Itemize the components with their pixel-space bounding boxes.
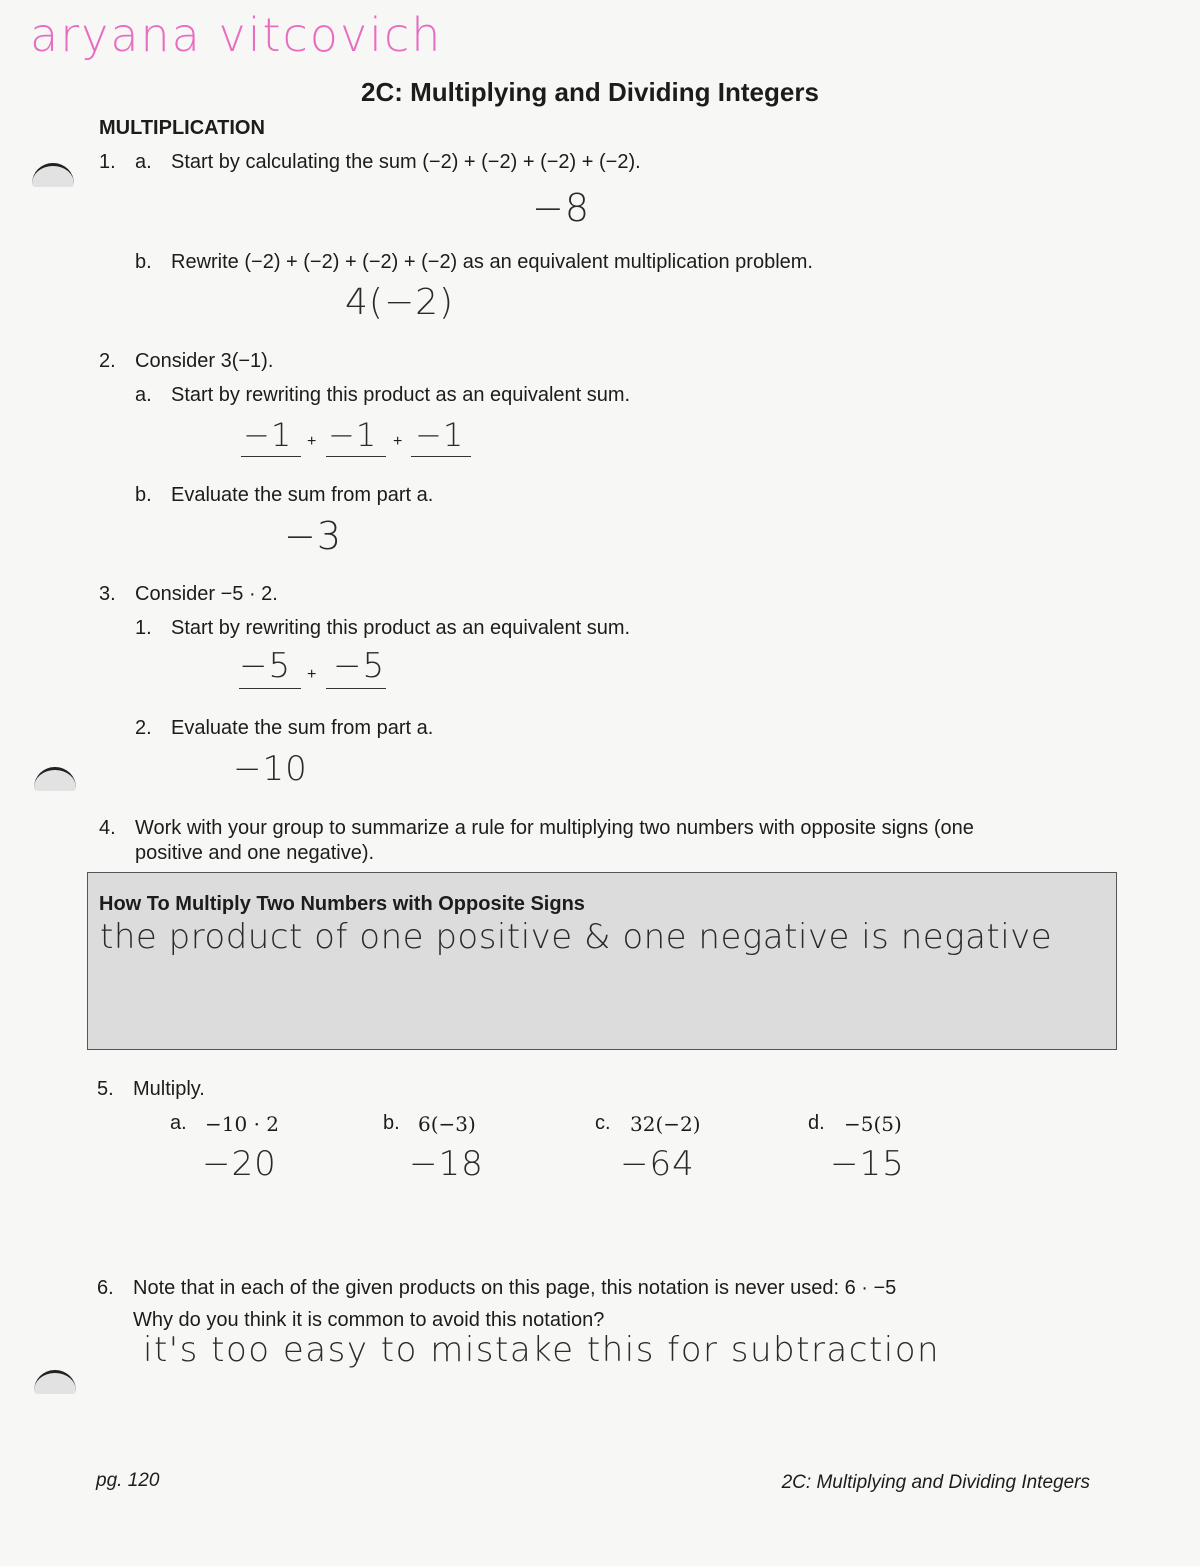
binder-hole-top <box>32 163 74 187</box>
q1b-label: b. <box>135 251 152 273</box>
q4-number: 4. <box>99 817 116 839</box>
q2a-text: Start by rewriting this product as an equivalent sum. <box>171 384 631 406</box>
q2-text: Consider 3(−1). <box>135 350 274 372</box>
q5c-answer: −64 <box>620 1144 695 1184</box>
q5-text: Multiply. <box>133 1078 205 1100</box>
q3a-blank-1 <box>239 688 301 689</box>
q1b-answer: 4(−2) <box>345 282 455 323</box>
q2a-blank-2-answer: −1 <box>328 416 378 454</box>
q5c-expr: 32(−2) <box>630 1112 701 1136</box>
q3-text: Consider −5 · 2. <box>135 583 278 605</box>
q1a-answer: −8 <box>532 186 591 230</box>
section-heading: MULTIPLICATION <box>99 117 265 139</box>
q3-number: 3. <box>99 583 116 605</box>
student-name: aryana vitcovich <box>30 8 443 62</box>
q6-text-line-2: Why do you think it is common to avoid this notation? <box>133 1309 605 1331</box>
q3a-text: Start by rewriting this product as an equivalent sum. <box>171 617 631 639</box>
q3b-label: 2. <box>135 717 152 739</box>
q6-text-line-1: Note that in each of the given products on this page, this notation is never used: 6 · −5 <box>133 1277 897 1299</box>
q4-text-line-1: Work with your group to summarize a rule for multiplying two numbers with opposite signs (one <box>135 817 974 839</box>
q3a-blank-2 <box>326 688 386 689</box>
q3a-blank-1-answer: −5 <box>239 646 292 686</box>
q6-number: 6. <box>97 1277 114 1299</box>
q2b-answer: −3 <box>284 514 343 558</box>
q1b-text: Rewrite (−2) + (−2) + (−2) + (−2) as an equivalent multiplication problem. <box>171 251 813 273</box>
q2a-label: a. <box>135 384 152 406</box>
q3b-answer: −10 <box>233 749 308 789</box>
q3b-text: Evaluate the sum from part a. <box>171 717 434 739</box>
q5a-label: a. <box>170 1112 187 1134</box>
q5d-answer: −15 <box>830 1144 905 1184</box>
q5b-answer: −18 <box>409 1144 484 1184</box>
footer-page-number: pg. 120 <box>96 1470 160 1491</box>
q3a-plus: + <box>307 666 317 683</box>
footer-title: 2C: Multiplying and Dividing Integers <box>781 1472 1090 1493</box>
q5d-label: d. <box>808 1112 825 1134</box>
q5d-expr: −5(5) <box>844 1112 902 1136</box>
page-title: 2C: Multiplying and Dividing Integers <box>361 77 819 107</box>
q5b-expr: 6(−3) <box>418 1112 476 1136</box>
q3a-label: 1. <box>135 617 152 639</box>
q2a-plus-1: + <box>307 433 317 450</box>
rule-box-answer: the product of one positive & one negative is negative <box>100 917 1053 957</box>
q5-number: 5. <box>97 1078 114 1100</box>
q5a-expr: −10 · 2 <box>205 1112 280 1136</box>
q2a-blank-3-answer: −1 <box>415 416 465 454</box>
rule-box-title: How To Multiply Two Numbers with Opposite Signs <box>99 893 585 915</box>
q2b-text: Evaluate the sum from part a. <box>171 484 434 506</box>
q5c-label: c. <box>595 1112 611 1134</box>
q2a-blank-1-answer: −1 <box>243 416 293 454</box>
binder-hole-middle <box>34 767 76 791</box>
q4-text-line-2: positive and one negative). <box>135 842 375 864</box>
q1a-text: Start by calculating the sum (−2) + (−2) + (−2) + (−2). <box>171 151 641 173</box>
q2a-plus-2: + <box>393 433 403 450</box>
q2a-blank-3 <box>411 456 471 457</box>
binder-hole-bottom <box>34 1370 76 1394</box>
q5a-answer: −20 <box>202 1144 277 1184</box>
q3a-blank-2-answer: −5 <box>333 646 386 686</box>
q2b-label: b. <box>135 484 152 506</box>
q2a-blank-2 <box>326 456 386 457</box>
q2-number: 2. <box>99 350 116 372</box>
q2a-blank-1 <box>241 456 301 457</box>
q5b-label: b. <box>383 1112 400 1134</box>
q6-answer: it's too easy to mistake this for subtraction <box>143 1330 941 1370</box>
q1a-label: a. <box>135 151 152 173</box>
q1-number: 1. <box>99 151 116 173</box>
